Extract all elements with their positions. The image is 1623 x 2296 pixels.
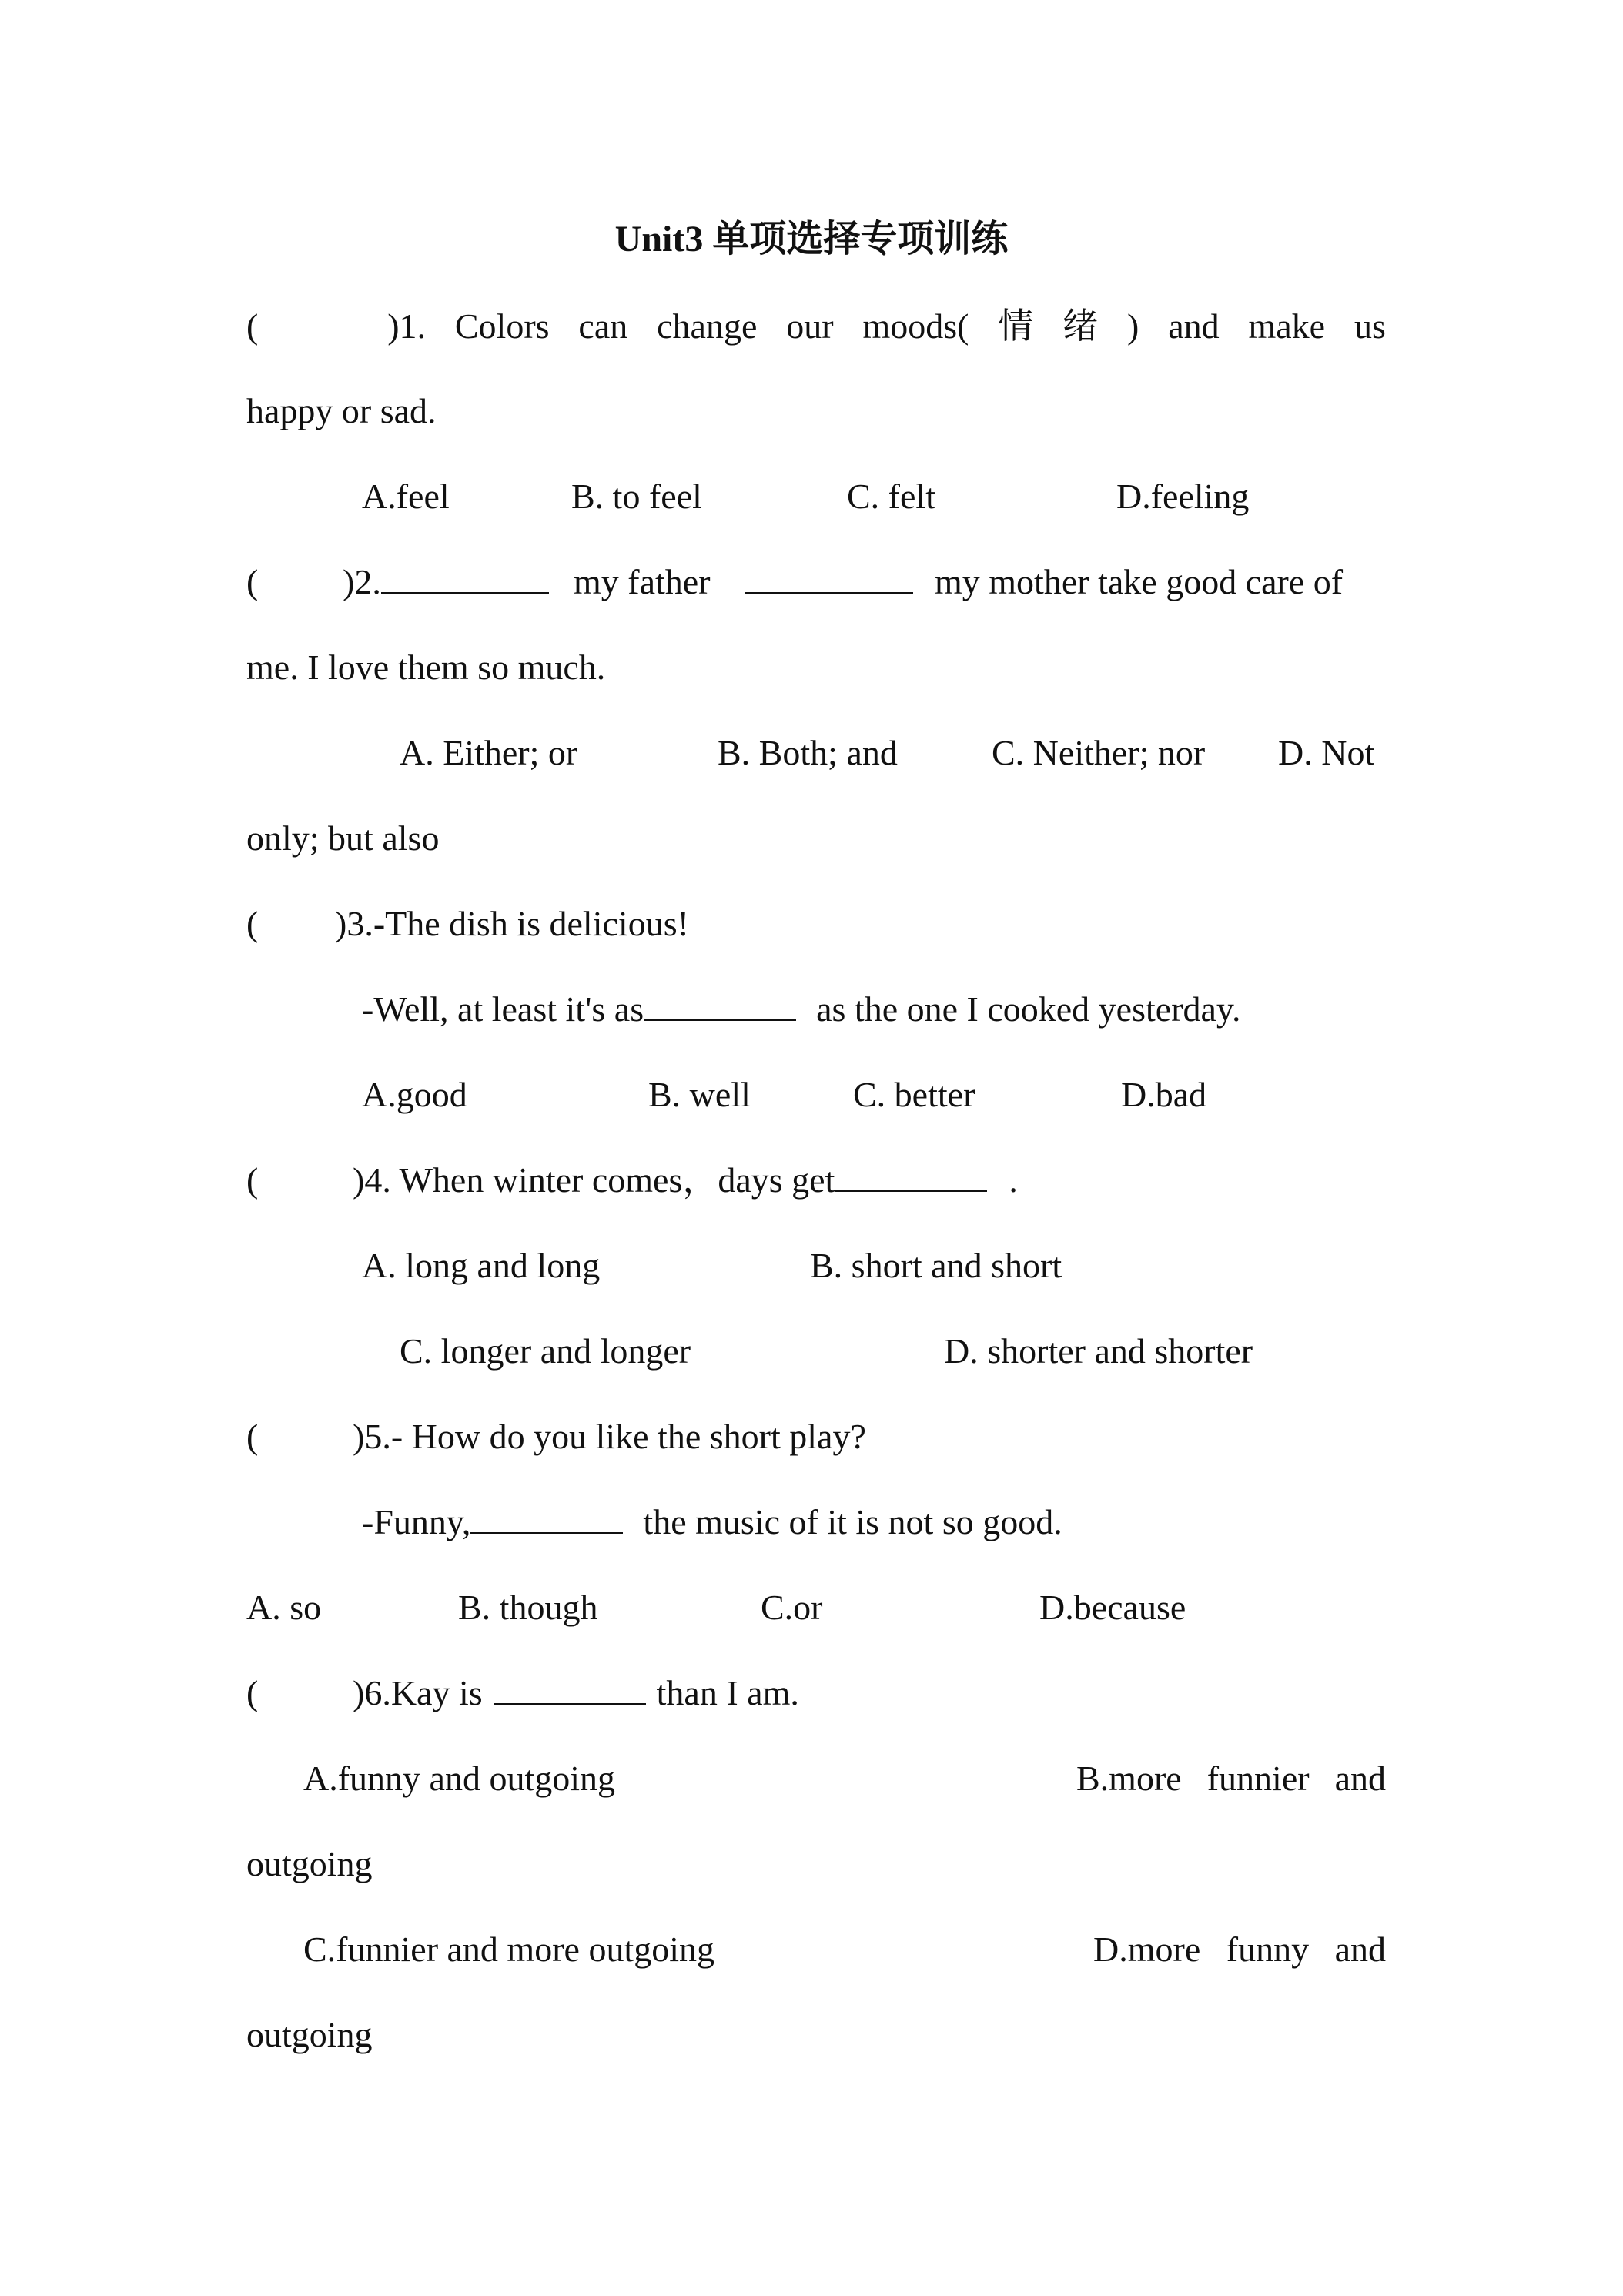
q3-option-c: C. better	[853, 1075, 975, 1114]
q6-option-b-word: and	[1334, 1759, 1386, 1798]
q4-text-b: .	[1009, 1160, 1018, 1200]
q2-text-2: my mother take good care of	[935, 562, 1344, 601]
q1-word: (	[246, 306, 259, 346]
answer-blank[interactable]	[470, 1501, 623, 1534]
q4-text-a: )4. When winter comes，days get	[353, 1160, 835, 1200]
question-1-line-1	[246, 303, 1386, 350]
question-6-line-1	[353, 1670, 799, 1716]
q2-option-b: B. Both; and	[718, 733, 898, 772]
q1-option-c: C. felt	[847, 477, 935, 516]
q2-option-a: A. Either; or	[400, 733, 578, 772]
page-title: Unit3 单项选择专项训练	[614, 219, 1009, 259]
q4-option-b: B. short and short	[810, 1246, 1062, 1285]
q6-text-a: )6.Kay is	[353, 1673, 483, 1712]
q1-word: us	[1354, 306, 1386, 346]
question-4-paren: (	[246, 1160, 259, 1200]
q6-option-c: C.funnier and more outgoing	[303, 1930, 715, 1969]
question-3-line-1: )3.-The dish is delicious!	[335, 904, 689, 943]
q2-number: )2.	[343, 562, 381, 601]
q6-option-d-word: D.more	[1093, 1930, 1201, 1969]
question-2-line-1	[343, 559, 549, 605]
question-1-line-2: happy or sad.	[246, 391, 437, 430]
question-5-line-2	[362, 1499, 1062, 1545]
question-3-paren: (	[246, 904, 259, 943]
q1-word: Colors	[454, 306, 550, 346]
q1-word: can	[578, 306, 628, 346]
q6-option-d-word: and	[1334, 1930, 1386, 1969]
question-4-line-1	[353, 1157, 1018, 1203]
q1-word: )1.	[387, 306, 427, 346]
q6-text-b: than I am.	[656, 1673, 799, 1712]
q1-word: )	[1127, 306, 1139, 346]
q1-option-d: D.feeling	[1116, 477, 1250, 516]
q6-option-d	[1093, 1926, 1386, 1973]
answer-blank[interactable]	[835, 1160, 987, 1192]
q4-option-a: A. long and long	[362, 1246, 601, 1285]
q6-option-d-word: funny	[1226, 1930, 1310, 1969]
q3-option-d: D.bad	[1121, 1075, 1207, 1114]
answer-blank[interactable]	[494, 1672, 646, 1705]
q1-option-a: A.feel	[362, 477, 450, 516]
q2-text-1: my father	[574, 562, 711, 601]
question-5-line-1: )5.- How do you like the short play?	[353, 1417, 866, 1456]
q2-option-c: C. Neither; nor	[992, 733, 1206, 772]
q6-option-b-word: funnier	[1206, 1759, 1310, 1798]
q5-option-b: B. though	[458, 1588, 598, 1627]
q6-option-a: A.funny and outgoing	[303, 1759, 616, 1798]
q5-option-c: C.or	[761, 1588, 823, 1627]
q6-option-d-continued: outgoing	[246, 2015, 373, 2054]
q6-option-b-word: B.more	[1076, 1759, 1182, 1798]
q1-word: 情	[998, 306, 1034, 346]
q5-text-b: the music of it is not so good.	[643, 1502, 1062, 1541]
q1-word: moods(	[862, 306, 969, 346]
question-2-line-2: me. I love them so much.	[246, 648, 606, 687]
q1-word: make	[1248, 306, 1326, 346]
answer-blank[interactable]	[644, 989, 796, 1021]
q1-word: 绪	[1062, 306, 1099, 346]
q1-word: change	[657, 306, 758, 346]
q1-word: our	[786, 306, 834, 346]
question-2-paren: (	[246, 562, 259, 601]
q2-option-d: D. Not	[1278, 733, 1375, 772]
q3-text-b: as the one I cooked yesterday.	[816, 989, 1241, 1029]
q3-option-b: B. well	[648, 1075, 751, 1114]
answer-blank[interactable]	[381, 561, 549, 594]
question-5-paren: (	[246, 1417, 259, 1456]
q5-option-d: D.because	[1039, 1588, 1186, 1627]
q1-option-b: B. to feel	[571, 477, 702, 516]
answer-blank[interactable]	[745, 559, 913, 605]
q4-option-c: C. longer and longer	[400, 1331, 691, 1371]
q4-option-d: D. shorter and shorter	[944, 1331, 1253, 1371]
q3-text-a: -Well, at least it's as	[362, 989, 644, 1029]
q5-text-a: -Funny,	[362, 1502, 471, 1541]
question-3-line-2	[362, 986, 1240, 1033]
q3-option-a: A.good	[362, 1075, 467, 1114]
question-6-paren: (	[246, 1673, 259, 1712]
q6-option-b-continued: outgoing	[246, 1844, 373, 1883]
q6-option-b	[1076, 1755, 1386, 1802]
q5-option-a: A. so	[246, 1588, 322, 1627]
q2-option-d-continued: only; but also	[246, 818, 440, 858]
q1-word: and	[1168, 306, 1220, 346]
